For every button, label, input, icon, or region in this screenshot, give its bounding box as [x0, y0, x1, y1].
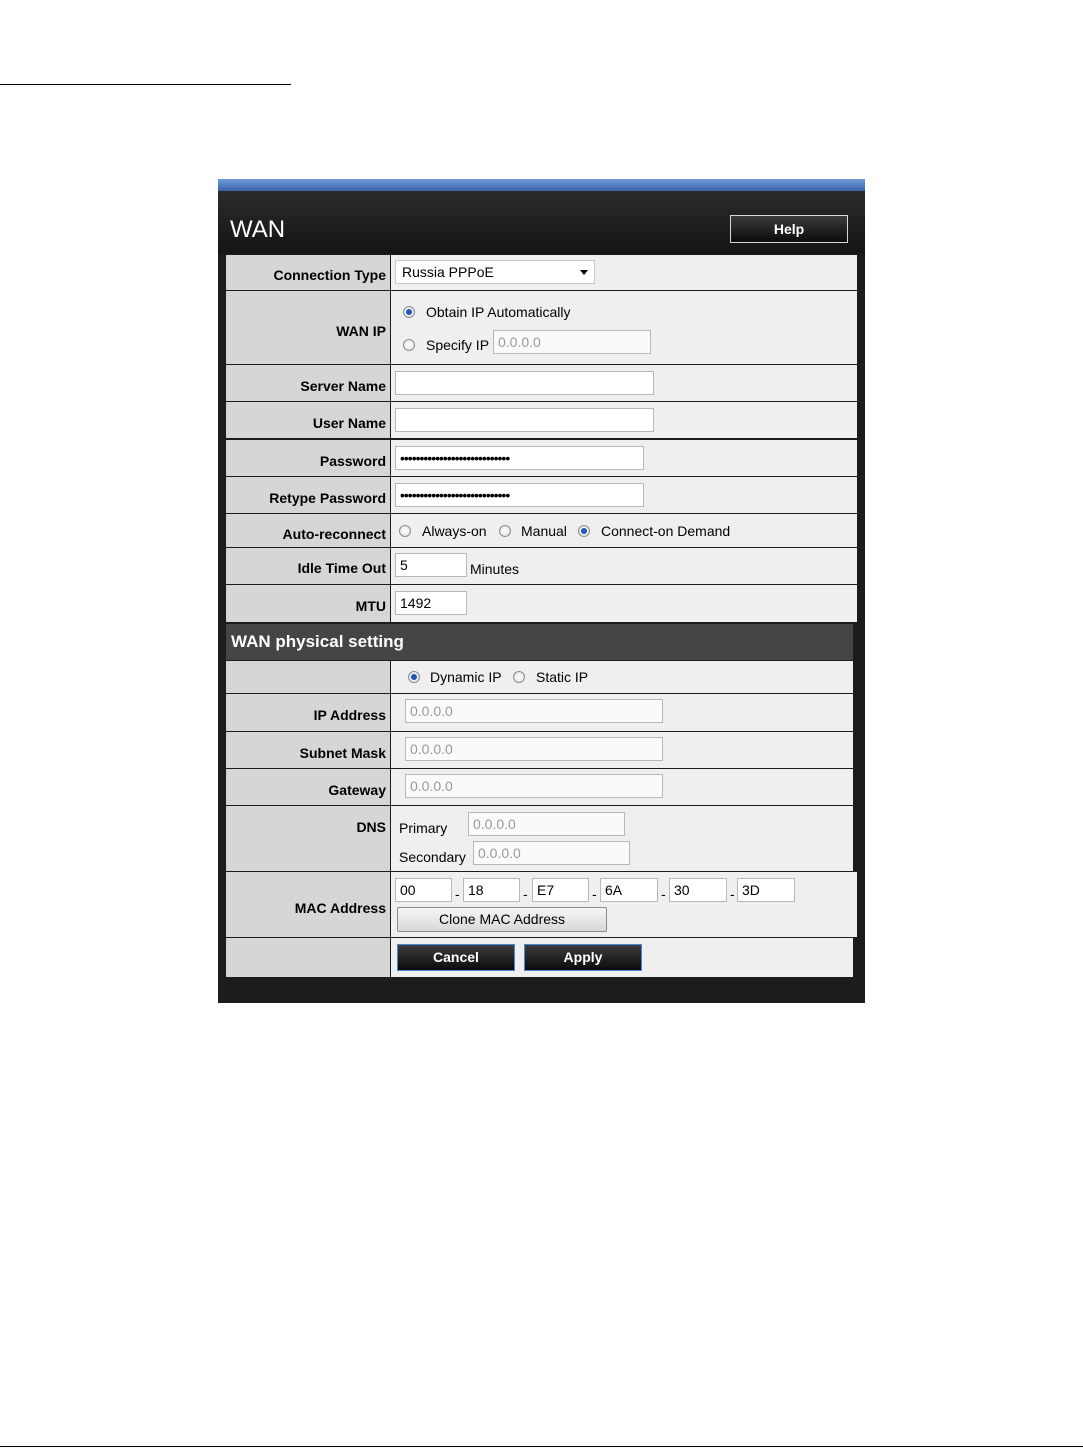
user-name-input[interactable]: [395, 408, 654, 432]
auto-reconnect-label: Auto-reconnect: [282, 526, 386, 542]
subnet-mask-row: [226, 732, 853, 768]
retype-password-row: [226, 477, 857, 513]
idle-time-unit: Minutes: [470, 561, 520, 577]
panel-top-bar: [218, 179, 865, 191]
specify-ip-radio[interactable]: [403, 339, 415, 351]
mtu-row: [226, 585, 857, 622]
ip-address-label: IP Address: [313, 707, 386, 723]
mac-separator: -: [523, 886, 528, 902]
server-name-row: [226, 365, 857, 401]
connection-type-select[interactable]: [395, 260, 595, 284]
dns-secondary-label: Secondary: [399, 849, 466, 865]
page-title: WAN: [230, 216, 286, 243]
physical-mode-row: [226, 661, 853, 693]
retype-password-label: Retype Password: [269, 490, 386, 506]
wan-ip-row: [226, 291, 857, 364]
password-input[interactable]: [395, 446, 644, 470]
obtain-ip-radio[interactable]: [403, 306, 415, 318]
password-row: [226, 440, 857, 476]
manual-radio[interactable]: [499, 525, 511, 537]
page-bottom-rule: [0, 1446, 1083, 1447]
always-on-label: Always-on: [422, 523, 487, 539]
mac-octet-6-input[interactable]: [737, 878, 795, 902]
dynamic-ip-label: Dynamic IP: [430, 669, 502, 685]
mtu-input[interactable]: [395, 591, 467, 615]
mac-address-label: MAC Address: [294, 900, 386, 916]
mac-octet-4-input[interactable]: [600, 878, 658, 902]
idle-time-out-input[interactable]: [395, 553, 467, 577]
always-on-radio[interactable]: [399, 525, 411, 537]
static-ip-radio[interactable]: [513, 671, 525, 683]
subnet-mask-input[interactable]: [405, 737, 663, 761]
idle-time-out-label: Idle Time Out: [297, 560, 386, 576]
chevron-down-icon: [580, 270, 588, 275]
mac-separator: -: [661, 886, 666, 902]
password-label: Password: [319, 453, 386, 469]
dns-secondary-input[interactable]: [473, 841, 630, 865]
cancel-button[interactable]: Cancel: [397, 944, 515, 971]
actions-row: [226, 938, 853, 977]
mac-address-row: [226, 872, 857, 937]
auto-reconnect-row: [226, 514, 857, 547]
subnet-mask-label: Subnet Mask: [299, 745, 386, 761]
obtain-ip-label: Obtain IP Automatically: [426, 304, 571, 320]
specify-ip-input[interactable]: [493, 330, 651, 354]
dns-primary-input[interactable]: [468, 812, 625, 836]
apply-button[interactable]: Apply: [524, 944, 642, 971]
user-name-row: [226, 402, 857, 438]
mac-separator: -: [455, 886, 460, 902]
ip-address-row: [226, 694, 853, 731]
mac-octet-2-input[interactable]: [463, 878, 520, 902]
static-ip-label: Static IP: [536, 669, 589, 685]
dynamic-ip-radio[interactable]: [408, 671, 420, 683]
connect-on-demand-label: Connect-on Demand: [601, 523, 731, 539]
retype-password-input[interactable]: [395, 483, 644, 507]
gateway-row: [226, 769, 853, 805]
mac-octet-5-input[interactable]: [669, 878, 727, 902]
clone-mac-button[interactable]: Clone MAC Address: [397, 907, 607, 932]
user-name-label: User Name: [312, 415, 386, 431]
mac-octet-1-input[interactable]: [395, 878, 452, 902]
mac-separator: -: [592, 886, 597, 902]
dns-label: DNS: [356, 819, 386, 835]
mac-octet-3-input[interactable]: [532, 878, 589, 902]
idle-time-out-row: [226, 548, 857, 584]
connect-on-demand-radio[interactable]: [578, 525, 590, 537]
gateway-label: Gateway: [328, 782, 386, 798]
connection-type-row: [226, 255, 857, 290]
wan-physical-section-title: WAN physical setting: [226, 624, 853, 660]
mtu-label: MTU: [355, 598, 386, 614]
page-top-rule: [0, 84, 291, 85]
mac-separator: -: [730, 886, 735, 902]
server-name-input[interactable]: [395, 371, 654, 395]
manual-label: Manual: [521, 523, 567, 539]
gateway-input[interactable]: [405, 774, 663, 798]
specify-ip-label: Specify IP: [426, 337, 490, 353]
panel-header: [218, 191, 865, 254]
server-name-label: Server Name: [300, 378, 386, 394]
dns-row: [226, 806, 853, 871]
ip-address-input[interactable]: [405, 699, 663, 723]
dns-primary-label: Primary: [399, 820, 448, 836]
connection-type-value: Russia PPPoE: [402, 264, 494, 280]
wan-ip-label: WAN IP: [336, 323, 386, 339]
help-button[interactable]: Help: [730, 215, 848, 243]
connection-type-label: Connection Type: [273, 267, 386, 283]
